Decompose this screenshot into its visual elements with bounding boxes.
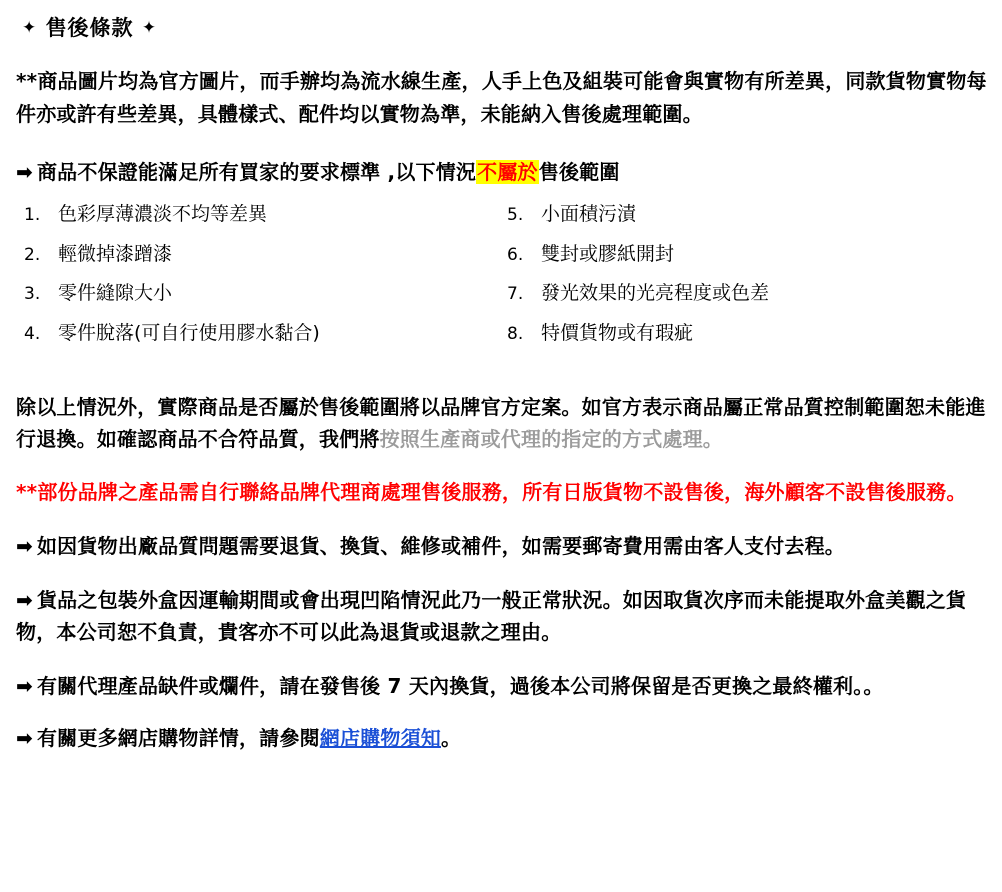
- exclusion-list-left-column: [14, 202, 501, 361]
- policy-paragraph: [16, 391, 988, 456]
- exclusion-list: [14, 202, 988, 361]
- list-item: [24, 281, 501, 307]
- policy-text-main: 除以上情況外，實際商品是否屬於售後範圍將以品牌官方定案。如官方表示商品屬正常品質控制範圍恕未能進行退換。如確認商品不合符品質，我們將: [16, 394, 986, 452]
- shopping-guide-link[interactable]: 網店購物須知: [319, 725, 441, 750]
- list-item-label: 零件縫隙大小: [58, 282, 173, 305]
- intro-paragraph: **商品圖片均為官方圖片，而手辦均為流水線生產，人手上色及組裝可能會與實物有所差異，同款貨物實物每件亦或許有些差異，具體樣式、配件均以實物為準，未能納入售後處理範圍。: [16, 69, 987, 126]
- list-item-number: 6.: [507, 244, 524, 265]
- list-item-label: 發光效果的光亮程度或色差: [541, 282, 770, 305]
- list-item: [24, 242, 501, 268]
- exclusion-list-right-column: [501, 202, 988, 361]
- list-item-number: 1.: [24, 205, 41, 226]
- red-notice-paragraph: **部份品牌之產品需自行聯絡品牌代理商處理售後服務，所有日版貨物不設售後，海外顧客不設售後服務。: [16, 479, 967, 504]
- list-item: [507, 321, 988, 347]
- star-icon-left: ✦: [22, 18, 38, 38]
- note-more-info: [16, 722, 988, 754]
- arrow-icon: ➡: [16, 587, 33, 612]
- policy-text-grey: 按照生產商或代理的指定的方式處理。: [379, 427, 724, 452]
- scope-heading: [16, 156, 988, 188]
- list-item-label: 特價貨物或有瑕疵: [541, 322, 694, 345]
- list-item-label: 雙封或膠紙開封: [541, 242, 675, 265]
- list-item-number: 8.: [507, 324, 524, 345]
- list-item-number: 7.: [507, 284, 524, 305]
- note-exchange-window-text: 有關代理產品缺件或爛件，請在發售後 7 天內換貨，過後本公司將保留是否更換之最終權利。。: [36, 673, 884, 698]
- arrow-icon: ➡: [16, 160, 33, 185]
- arrow-icon: ➡: [16, 725, 33, 750]
- scope-heading-after: 售後範圍: [538, 160, 620, 185]
- list-item: [24, 321, 501, 347]
- list-item: [507, 281, 988, 307]
- list-item: [24, 202, 501, 228]
- scope-heading-before: 商品不保證能滿足所有買家的要求標準 ,以下情況: [36, 160, 477, 185]
- arrow-icon: ➡: [16, 533, 33, 558]
- list-item-label: 輕微掉漆蹭漆: [58, 242, 173, 265]
- list-item-label: 色彩厚薄濃淡不均等差異: [58, 203, 268, 226]
- list-item-number: 3.: [24, 284, 41, 305]
- star-icon-right: ✦: [141, 18, 158, 38]
- list-item: [507, 242, 988, 268]
- note-packaging-text: 貨品之包裝外盒因運輸期間或會出現凹陷情況此乃一般正常狀況。如因取貨次序而未能提取外盒美觀之貨物，本公司恕不負責，貴客亦不可以此為退貨或退款之理由。: [16, 587, 967, 644]
- arrow-icon: ➡: [16, 673, 33, 698]
- list-item: [507, 202, 988, 228]
- list-item-label: 小面積污漬: [541, 203, 637, 226]
- list-item-number: 2.: [24, 244, 41, 265]
- scope-highlight: 不屬於: [477, 160, 538, 185]
- list-item-label: 零件脫落(可自行使用膠水黏合): [58, 322, 320, 345]
- page-title-text: 售後條款: [45, 16, 134, 40]
- page-title: [22, 14, 988, 43]
- note-packaging: [16, 584, 988, 648]
- note-shipping-text: 如因貨物出廠品質問題需要退貨、換貨、維修或補件，如需要郵寄費用需由客人支付去程。: [36, 533, 845, 558]
- note-shipping: [16, 530, 988, 562]
- note-exchange-window: [16, 670, 988, 702]
- note-more-info-after: 。: [440, 725, 462, 750]
- list-item-number: 5.: [507, 205, 524, 226]
- note-more-info-before: 有關更多網店購物詳情，請參閱: [36, 725, 320, 750]
- list-item-number: 4.: [24, 324, 41, 345]
